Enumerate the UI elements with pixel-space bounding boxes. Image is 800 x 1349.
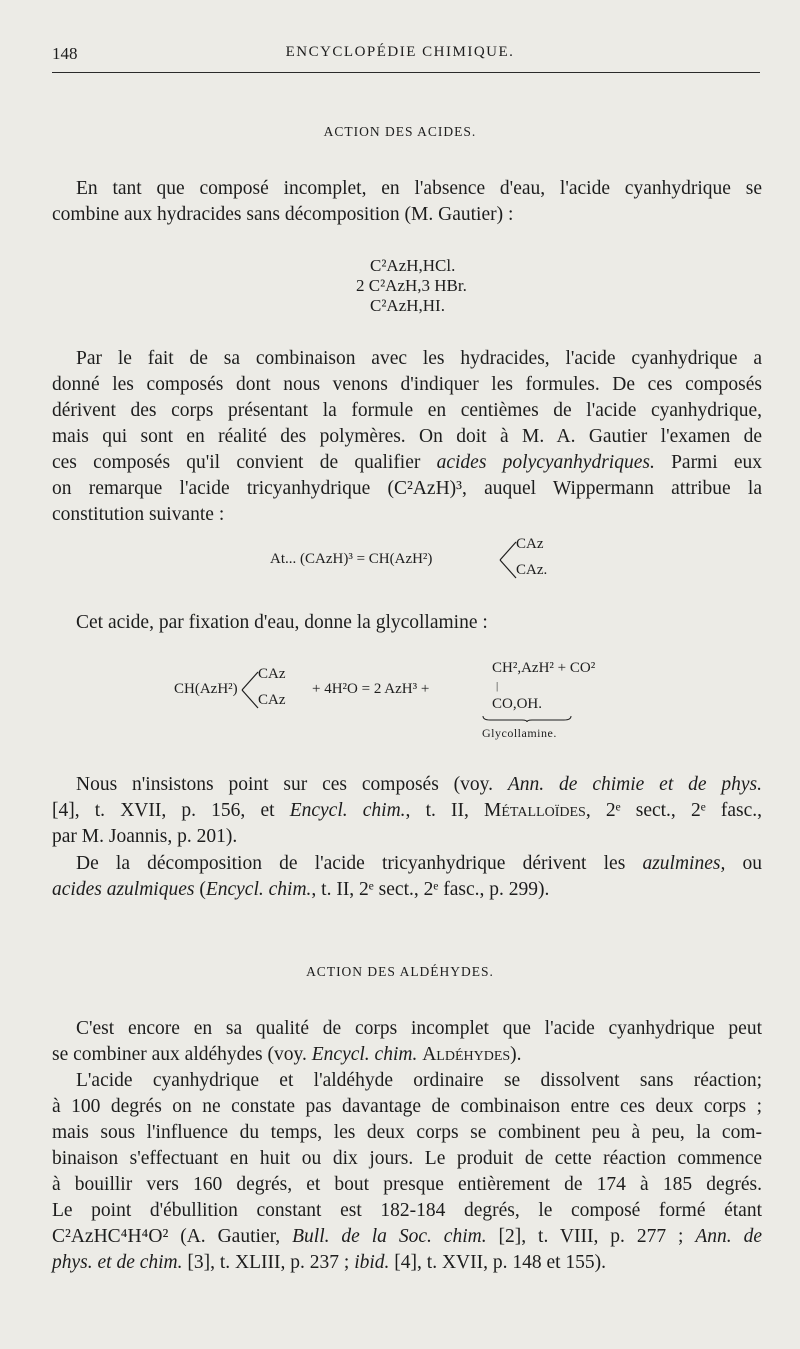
equation-branch-top: CAz [516, 536, 544, 552]
text-line: dérivent des corps présentant la formule en centièmes de l'acide cyanhydrique, [52, 400, 762, 421]
paragraph-polymeres [52, 346, 762, 528]
text-segment: De la décomposition de l'acide tricyanhydrique dérivent les [76, 853, 626, 874]
text-line [52, 1250, 762, 1276]
text-segment: ces composés qu'il convient de qualifier [52, 452, 421, 473]
formula-hi: C²AzH,HI. [370, 296, 445, 315]
italic-term: acides azulmiques [52, 879, 195, 900]
equation-lhs: CH(AzH²) [174, 681, 238, 697]
section-title-acides: ACTION DES ACIDES. [323, 124, 477, 139]
text-segment: ( [199, 879, 206, 900]
equation-rhs-bottom: CO,OH. [492, 696, 543, 712]
equation-rhs-top: CH²,AzH² + CO² [492, 660, 596, 676]
paragraph-aldehydes-intro [52, 1016, 762, 1068]
italic-reference: Encycl. chim. [311, 1044, 418, 1065]
italic-reference: Encycl. chim. [289, 800, 406, 821]
italic-reference: Ann. de [695, 1226, 763, 1247]
italic-reference: Bull. de la Soc. chim. [292, 1226, 487, 1247]
italic-reference: Encycl. chim. [205, 879, 312, 900]
text-segment: ). [510, 1044, 522, 1065]
italic-term: acides polycyanhydriques. [436, 452, 655, 473]
text-line: Par le fait de sa combinaison avec les hydracides, l'acide cyanhydrique a [76, 348, 762, 369]
paragraph-azulmines [52, 851, 762, 903]
equation-branch-bottom: CAz [258, 692, 286, 708]
small-caps-term: Aldéhydes [422, 1044, 511, 1065]
page-number: 148 [52, 44, 78, 63]
text-line [52, 772, 762, 798]
text-line: combine aux hydracides sans décomposition (M. Gautier) : [52, 204, 514, 225]
underbrace [482, 715, 572, 723]
equation-branch-top: CAz [258, 666, 286, 682]
text-segment: [2], t. VIII, p. 277 ; [498, 1226, 684, 1247]
italic-term: azulmines, [642, 853, 726, 874]
text-segment: Nous n'insistons point sur ces composés (voy. [76, 774, 494, 795]
text-line [52, 450, 762, 476]
formula-hcl: C²AzH,HCl. [370, 256, 456, 275]
text-segment: , t. II, [405, 800, 469, 821]
text-line [52, 851, 762, 877]
text-segment: , t. II, 2ᵉ sect., 2ᵉ fasc., p. 299). [311, 879, 550, 900]
paragraph-references [52, 772, 762, 850]
text-segment: , 2ᵉ sect., 2ᵉ fasc., [585, 800, 763, 821]
paragraph-glycollamine [52, 610, 762, 636]
header-rule [52, 72, 760, 73]
small-caps-term: Métalloïdes [484, 800, 586, 821]
section-title-aldehydes: ACTION DES ALDÉHYDES. [306, 964, 494, 979]
text-segment: C²AzHC⁴H⁴O² (A. Gautier, [52, 1226, 281, 1247]
text-line: donné les composés dont nous venons d'indiquer les formules. De ces composés [52, 374, 762, 395]
equation-lhs: At... (CAzH)³ = CH(AzH²) [270, 551, 433, 567]
equation-bond: | [496, 680, 499, 692]
italic-reference: ibid. [354, 1252, 390, 1273]
text-line: constitution suivante : [52, 504, 225, 525]
glycollamine-label: Glycollamine. [482, 726, 557, 740]
text-line: Cet acide, par fixation d'eau, donne la glycollamine : [76, 612, 488, 633]
text-line [52, 1224, 762, 1250]
text-segment: se combiner aux aldéhydes (voy. [52, 1044, 307, 1065]
text-line [52, 1042, 762, 1068]
text-line: à bouillir vers 160 degrés, et bout presque entièrement de 174 à 185 degrés. [52, 1174, 762, 1195]
text-line: à 100 degrés on ne constate pas davantage de combinaison entre ces deux corps ; [52, 1096, 762, 1117]
text-line: Le point d'ébullition constant est 182-184 degrés, le composé formé étant [52, 1200, 762, 1221]
text-segment: ou [742, 853, 763, 874]
text-line: mais qui sont en réalité des polymères. On doit à M. A. Gautier l'examen de [52, 426, 762, 447]
text-line: on remarque l'acide tricyanhydrique (C²AzH)³, auquel Wippermann attribue la [52, 478, 762, 499]
italic-reference: Ann. de chimie et de phys. [507, 774, 763, 795]
text-line [52, 877, 762, 903]
text-line: mais sous l'influence du temps, les deux corps se combinent peu à peu, la com- [52, 1122, 762, 1143]
text-line: L'acide cyanhydrique et l'aldéhyde ordinaire se dissolvent sans réaction; [76, 1070, 762, 1091]
text-segment: [4], t. XVII, p. 156, et [52, 800, 275, 821]
text-line: binaison s'effectuant en huit ou dix jours. Le produit de cette réaction commence [52, 1148, 762, 1169]
running-title: ENCYCLOPÉDIE CHIMIQUE. [285, 44, 515, 60]
equation-middle: + 4H²O = 2 AzH³ + [312, 681, 430, 697]
text-line: C'est encore en sa qualité de corps incomplet que l'acide cyanhydrique peut [76, 1018, 762, 1039]
text-line: En tant que composé incomplet, en l'absence d'eau, l'acide cyanhydrique se [76, 178, 762, 199]
page-header [0, 44, 800, 68]
text-line [52, 798, 762, 824]
formula-hbr: 2 C²AzH,3 HBr. [356, 276, 467, 295]
equation-branch-bottom: CAz. [516, 562, 548, 578]
text-line: par M. Joannis, p. 201). [52, 826, 238, 847]
italic-reference: phys. et de chim. [52, 1252, 183, 1273]
text-segment: [4], t. XVII, p. 148 et 155). [394, 1252, 607, 1273]
text-segment: [3], t. XLIII, p. 237 ; [187, 1252, 350, 1273]
text-segment: Parmi eux [671, 452, 763, 473]
paragraph-aldehyde-reaction [52, 1068, 762, 1276]
paragraph-intro [52, 176, 762, 228]
